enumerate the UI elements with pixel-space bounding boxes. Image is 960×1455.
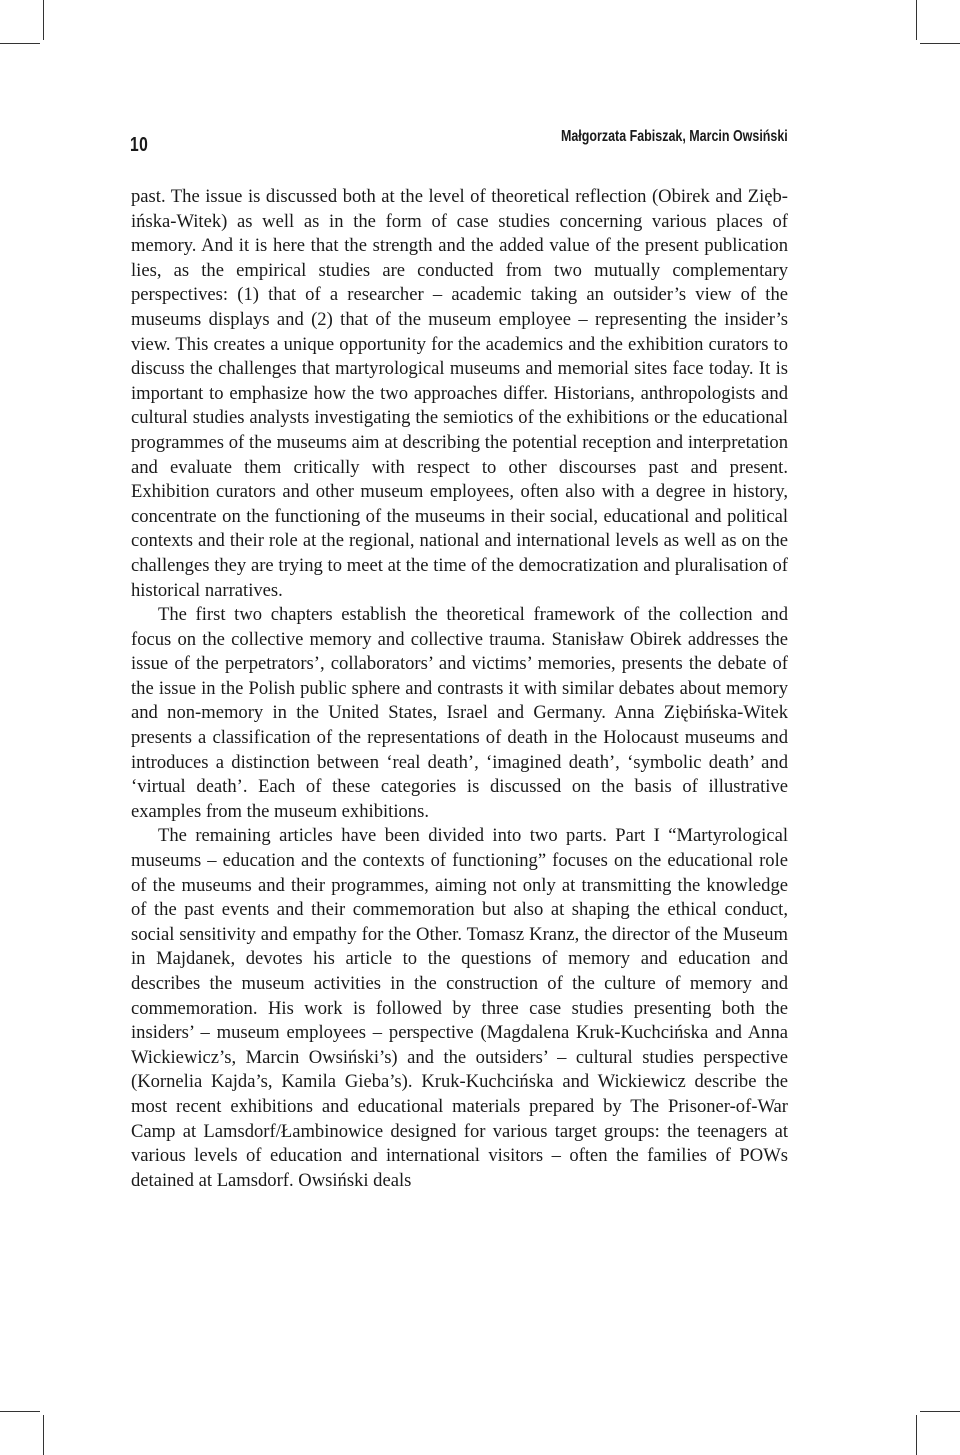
crop-mark-top-left-h xyxy=(0,43,40,44)
crop-mark-top-left xyxy=(43,0,44,40)
crop-mark-bottom-left xyxy=(43,1415,44,1455)
crop-mark-top-right-h xyxy=(920,43,960,44)
paragraph-1: past. The issue is discussed both at the level of theoretical reflection (Obirek and Ziębińska-Witek) as well as in the form of case studies concerning various places of memory. And it is here that the strength and the added value of the present publication lies, as the empirical studies are conducted from two mutually complementary perspectives: (1) that of a researcher – academic taking an outsider’s view of the museums displays and (2) that of the museum employee – representing the insider’s view. This creates a unique opportunity for the academics and the exhibition curators to discuss the challenges that martyrological museums and memorial sites face today. It is important to emphasize how the two approaches differ. Historians, anthropologists and cultural studies analysts investigating the semiotics of the exhibitions or the educational programmes of the museums aim at describing the potential reception and interpretation and evaluate them critically with respect to other discourses past and present. Exhibition curators and other museum employees, often also with a degree in history, concentrate on the functioning of the museums in their social, educational and political contexts and their role at the regional, national and international levels as well as on the challenges they are trying to meet at the time of the democratization and pluralisation of historical narratives. xyxy=(131,186,788,601)
running-head: Małgorzata Fabiszak, Marcin Owsiński xyxy=(561,128,788,145)
crop-mark-bottom-left-h xyxy=(0,1411,40,1412)
body-text xyxy=(131,185,788,1193)
paragraph-3: The remaining articles have been divided into two parts. Part I “Martyrological museums – education and the contexts of functioning” focuses on the educational role of the museums and their programmes, aiming not only at transmitting the knowledge of the past events and their commemoration but also at shaping the ethical conduct, social sensitivity and empathy for the Other. Tomasz Kranz, the director of the Museum in Majdanek, devotes his article to the questions of memory and education and describes the museum activities in the construction of the culture of memory and commemoration. His work is followed by three case studies presenting both the insiders’ – museum employees – perspective (Magdalena Kruk-Kuchcińska and Anna Wickiewicz’s, Marcin Owsiński’s) and the outsiders’ – cultural studies perspective (Kornelia Kajda’s, Kamila Gieba’s). Kruk-Kuchcińska and Wickiewicz describe the most recent exhibitions and educational materials prepared by The Prisoner-of-War Camp at Lamsdorf/Łambinowice designed for various target groups: the teenagers at various levels of education and international visitors – often the families of POWs detained at Lamsdorf. Owsiński deals xyxy=(131,825,788,1191)
paragraph-2: The first two chapters establish the theoretical framework of the collection and focus on the collective memory and collective trauma. Stanisław Obirek addresses the issue of the perpetrators’, collaborators’ and victims’ memories, presents the debate of the issue in the Polish public sphere and contrasts it with similar debates about memory and non-memory in the United States, Israel and Germany. Anna Ziębińska-Witek presents a classification of the representations of death in the Holocaust museums and introduces a distinction between ‘real death’, ‘imagined death’, ‘symbolic death’ and ‘virtual death’. Each of these categories is discussed on the basis of illustrative examples from the museum exhibitions. xyxy=(131,604,788,822)
crop-mark-bottom-right-h xyxy=(920,1411,960,1412)
crop-mark-top-right xyxy=(916,0,917,40)
page-number: 10 xyxy=(130,134,149,156)
crop-mark-bottom-right xyxy=(916,1415,917,1455)
